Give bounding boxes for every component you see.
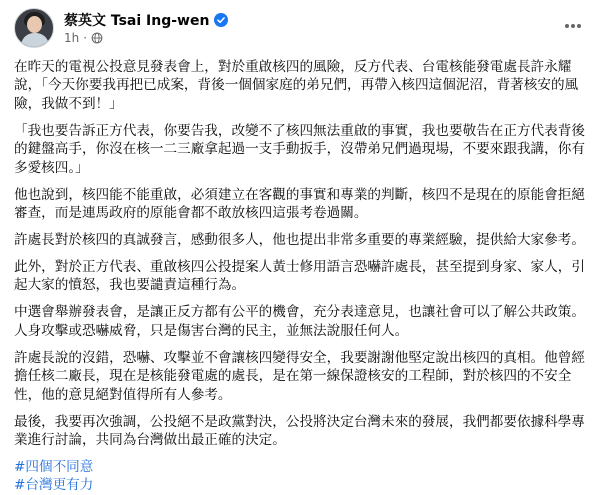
post-paragraph: 此外，對於正方代表、重啟核四公投提案人黃士修用語言恐嚇許處長，甚至提到身家、家人，引起大家的憤怒，我也要譴責這種行為。 <box>14 259 585 294</box>
author-name[interactable]: 蔡英文 Tsai Ing-wen <box>64 13 210 29</box>
post-paragraph: 「我也要告訴正方代表，你要告我，改變不了核四無法重啟的事實，我也要敬告在正方代表背後的鍵盤高手，你沒在核一二三廠拿起過一支手動扳手，沒帶弟兄們過現場，不要來跟我講，你有多愛核四。」 <box>14 122 585 176</box>
hashtag-link[interactable]: #四個不同意 <box>14 459 94 476</box>
author-row <box>64 11 228 29</box>
hashtag-list <box>14 458 595 495</box>
post-paragraph: 許處長說的沒錯，恐嚇、攻擊並不會讓核四變得安全，我要謝謝他堅定說出核四的真相。他曾經擔任核二廠長，現在是核能發電處的處長，是在第一線保證核安的工程師，對於核四的不安全性，他的意見絕對值得所有人參考。 <box>14 349 585 403</box>
post-header <box>14 8 594 48</box>
post-time[interactable]: 1h <box>64 31 80 45</box>
post-content <box>14 58 595 495</box>
post-paragraph: 在昨天的電視公投意見發表會上，對於重啟核四的風險，反方代表、台電核能發電處長許永耀說，「今天你要我再把已成案，背後一個個家庭的弟兄們，再帶入核四這個泥沼，背著核安的風險，我做不到！」 <box>14 59 579 112</box>
more-options-icon[interactable] <box>560 16 586 36</box>
post-paragraph: 他也說到，核四能不能重啟，必須建立在客觀的事實和專業的判斷，核四不是現在的原能會拒絕審查，而是連馬政府的原能會都不敢放核四這張考卷過關。 <box>14 186 585 222</box>
post-paragraph: 許處長對於核四的真誠發言，感動很多人，他也提出非常多重要的專業經驗，提供給大家參考。 <box>14 232 585 249</box>
globe-icon[interactable] <box>91 32 103 44</box>
author-avatar[interactable] <box>14 8 54 48</box>
meta-separator: · <box>83 31 88 45</box>
post-paragraph: 中選會舉辦發表會，是讓正反方都有公平的機會，充分表達意見，也讓社會可以了解公共政策。人身攻擊或恐嚇威脅，只是傷害台灣的民主，並無法說服任何人。 <box>14 304 585 339</box>
post-paragraph: 最後，我要再次強調，公投絕不是政黨對決，公投將決定台灣未來的發展，我們都要依據科學專業進行討論，共同為台灣做出最正確的決定。 <box>14 413 585 449</box>
verified-badge-icon <box>214 13 228 27</box>
hashtag-link[interactable]: #台灣更有力 <box>14 477 94 494</box>
post-meta <box>64 31 103 45</box>
